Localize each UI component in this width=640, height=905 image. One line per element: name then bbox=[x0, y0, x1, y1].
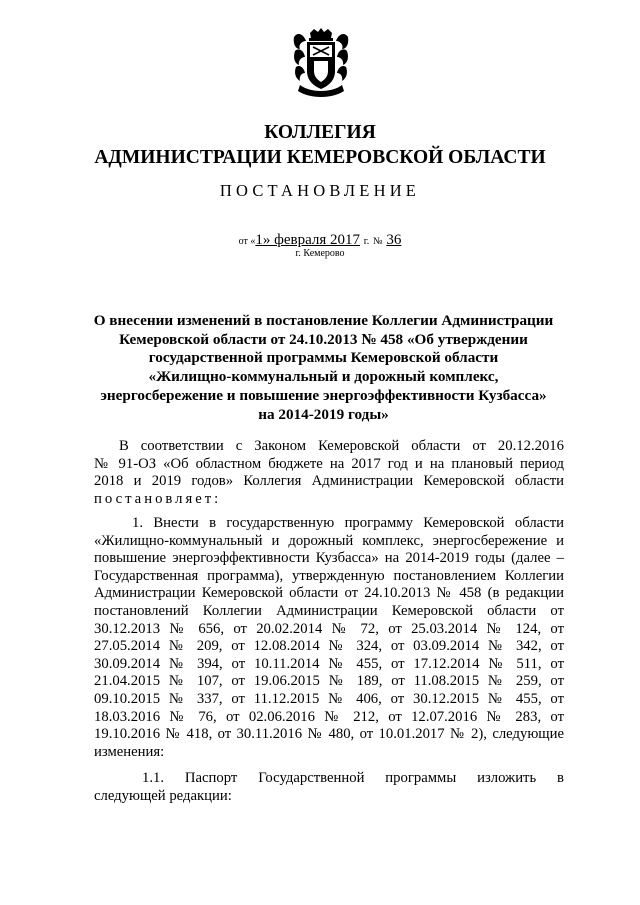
subject-line: на 2014-2019 годы» bbox=[258, 405, 389, 423]
paragraph-line: Государственная программа), утвержденную постановлением Коллегии bbox=[94, 567, 564, 584]
date-month-year: » февраля 2017 bbox=[262, 232, 361, 248]
paragraph-line: № 91-ОЗ «Об областном бюджете на 2017 год и на плановый период bbox=[94, 455, 564, 472]
org-title-line1: КОЛЛЕГИЯ bbox=[264, 122, 376, 143]
paragraph-line: 1.1. Паспорт Государственной программы изложить в bbox=[142, 770, 564, 786]
subject-line: Кемеровской области от 24.10.2013 № 458 «Об утверждении bbox=[119, 330, 528, 348]
number-sign: № bbox=[373, 236, 383, 247]
document-subject bbox=[80, 312, 567, 424]
paragraph-line: 30.09.2014 № 394, от 10.11.2014 № 455, от 17.12.2014 № 511, от bbox=[94, 655, 564, 672]
subject-line: «Жилищно-коммунальный и дорожный комплекс, bbox=[148, 368, 499, 386]
city: г. Кемерово bbox=[295, 248, 345, 259]
paragraph-line: В соответствии с Законом Кемеровской области от 20.12.2016 bbox=[119, 438, 564, 454]
subject-line: энергосбережение и повышение энергоэффективности Кузбасса» bbox=[100, 386, 547, 404]
paragraph-line: 09.10.2015 № 337, от 11.12.2015 № 406, от 30.12.2015 № 455, от bbox=[94, 690, 564, 707]
item-1-1-paragraph bbox=[94, 770, 564, 805]
paragraph-line: следующей редакции: bbox=[94, 787, 232, 804]
item-1-paragraph bbox=[94, 515, 564, 761]
paragraph-line: изменения: bbox=[94, 743, 165, 760]
paragraph-line: «Жилищно-коммунальный и дорожный комплекс, энергосбережение и bbox=[94, 532, 564, 549]
date-prefix: от « bbox=[238, 236, 256, 247]
subject-line: О внесении изменений в постановление Коллегии Администрации bbox=[93, 312, 554, 329]
paragraph-line: 2018 и 2019 годов» Коллегия Администрации Кемеровской области bbox=[94, 473, 564, 490]
paragraph-line: 30.12.2013 № 656, от 20.02.2014 № 72, от 25.03.2014 № 124, от bbox=[94, 620, 564, 637]
paragraph-line: 1. Внести в государственную программу Кемеровской области bbox=[132, 515, 564, 531]
paragraph-line: 18.03.2016 № 76, от 02.06.2016 № 212, от 12.07.2016 № 283, от bbox=[94, 708, 564, 725]
paragraph-line: постановлений Коллегии Администрации Кемеровской области от bbox=[94, 602, 564, 619]
paragraph-line: 21.04.2015 № 107, от 19.06.2015 № 189, от 11.08.2015 № 259, от bbox=[94, 673, 564, 690]
paragraph-line: повышение энергоэффективности Кузбасса» на 2014-2019 годы (далее – bbox=[94, 550, 564, 567]
year-suffix: г. bbox=[363, 236, 370, 247]
subject-line: государственной программы Кемеровской области bbox=[148, 349, 499, 367]
document-type: ПОСТАНОВЛЕНИЕ bbox=[219, 181, 421, 200]
document-number: 36 bbox=[386, 232, 402, 248]
paragraph-line: Администрации Кемеровской области от 24.10.2013 № 458 (в редакции bbox=[94, 585, 564, 602]
coat-of-arms-emblem bbox=[292, 27, 350, 101]
paragraph-line: 19.10.2016 № 418, от 30.11.2016 № 480, от 10.01.2017 № 2), следующие bbox=[94, 726, 564, 743]
org-title-line2: АДМИНИСТРАЦИИ КЕМЕРОВСКОЙ ОБЛАСТИ bbox=[94, 147, 546, 168]
resolves-word: постановляет: bbox=[94, 490, 222, 507]
date-day: 1 bbox=[255, 232, 263, 248]
paragraph-line: 27.05.2014 № 209, от 12.08.2014 № 324, от 03.09.2014 № 342, от bbox=[94, 638, 564, 655]
preamble-paragraph bbox=[94, 438, 564, 508]
